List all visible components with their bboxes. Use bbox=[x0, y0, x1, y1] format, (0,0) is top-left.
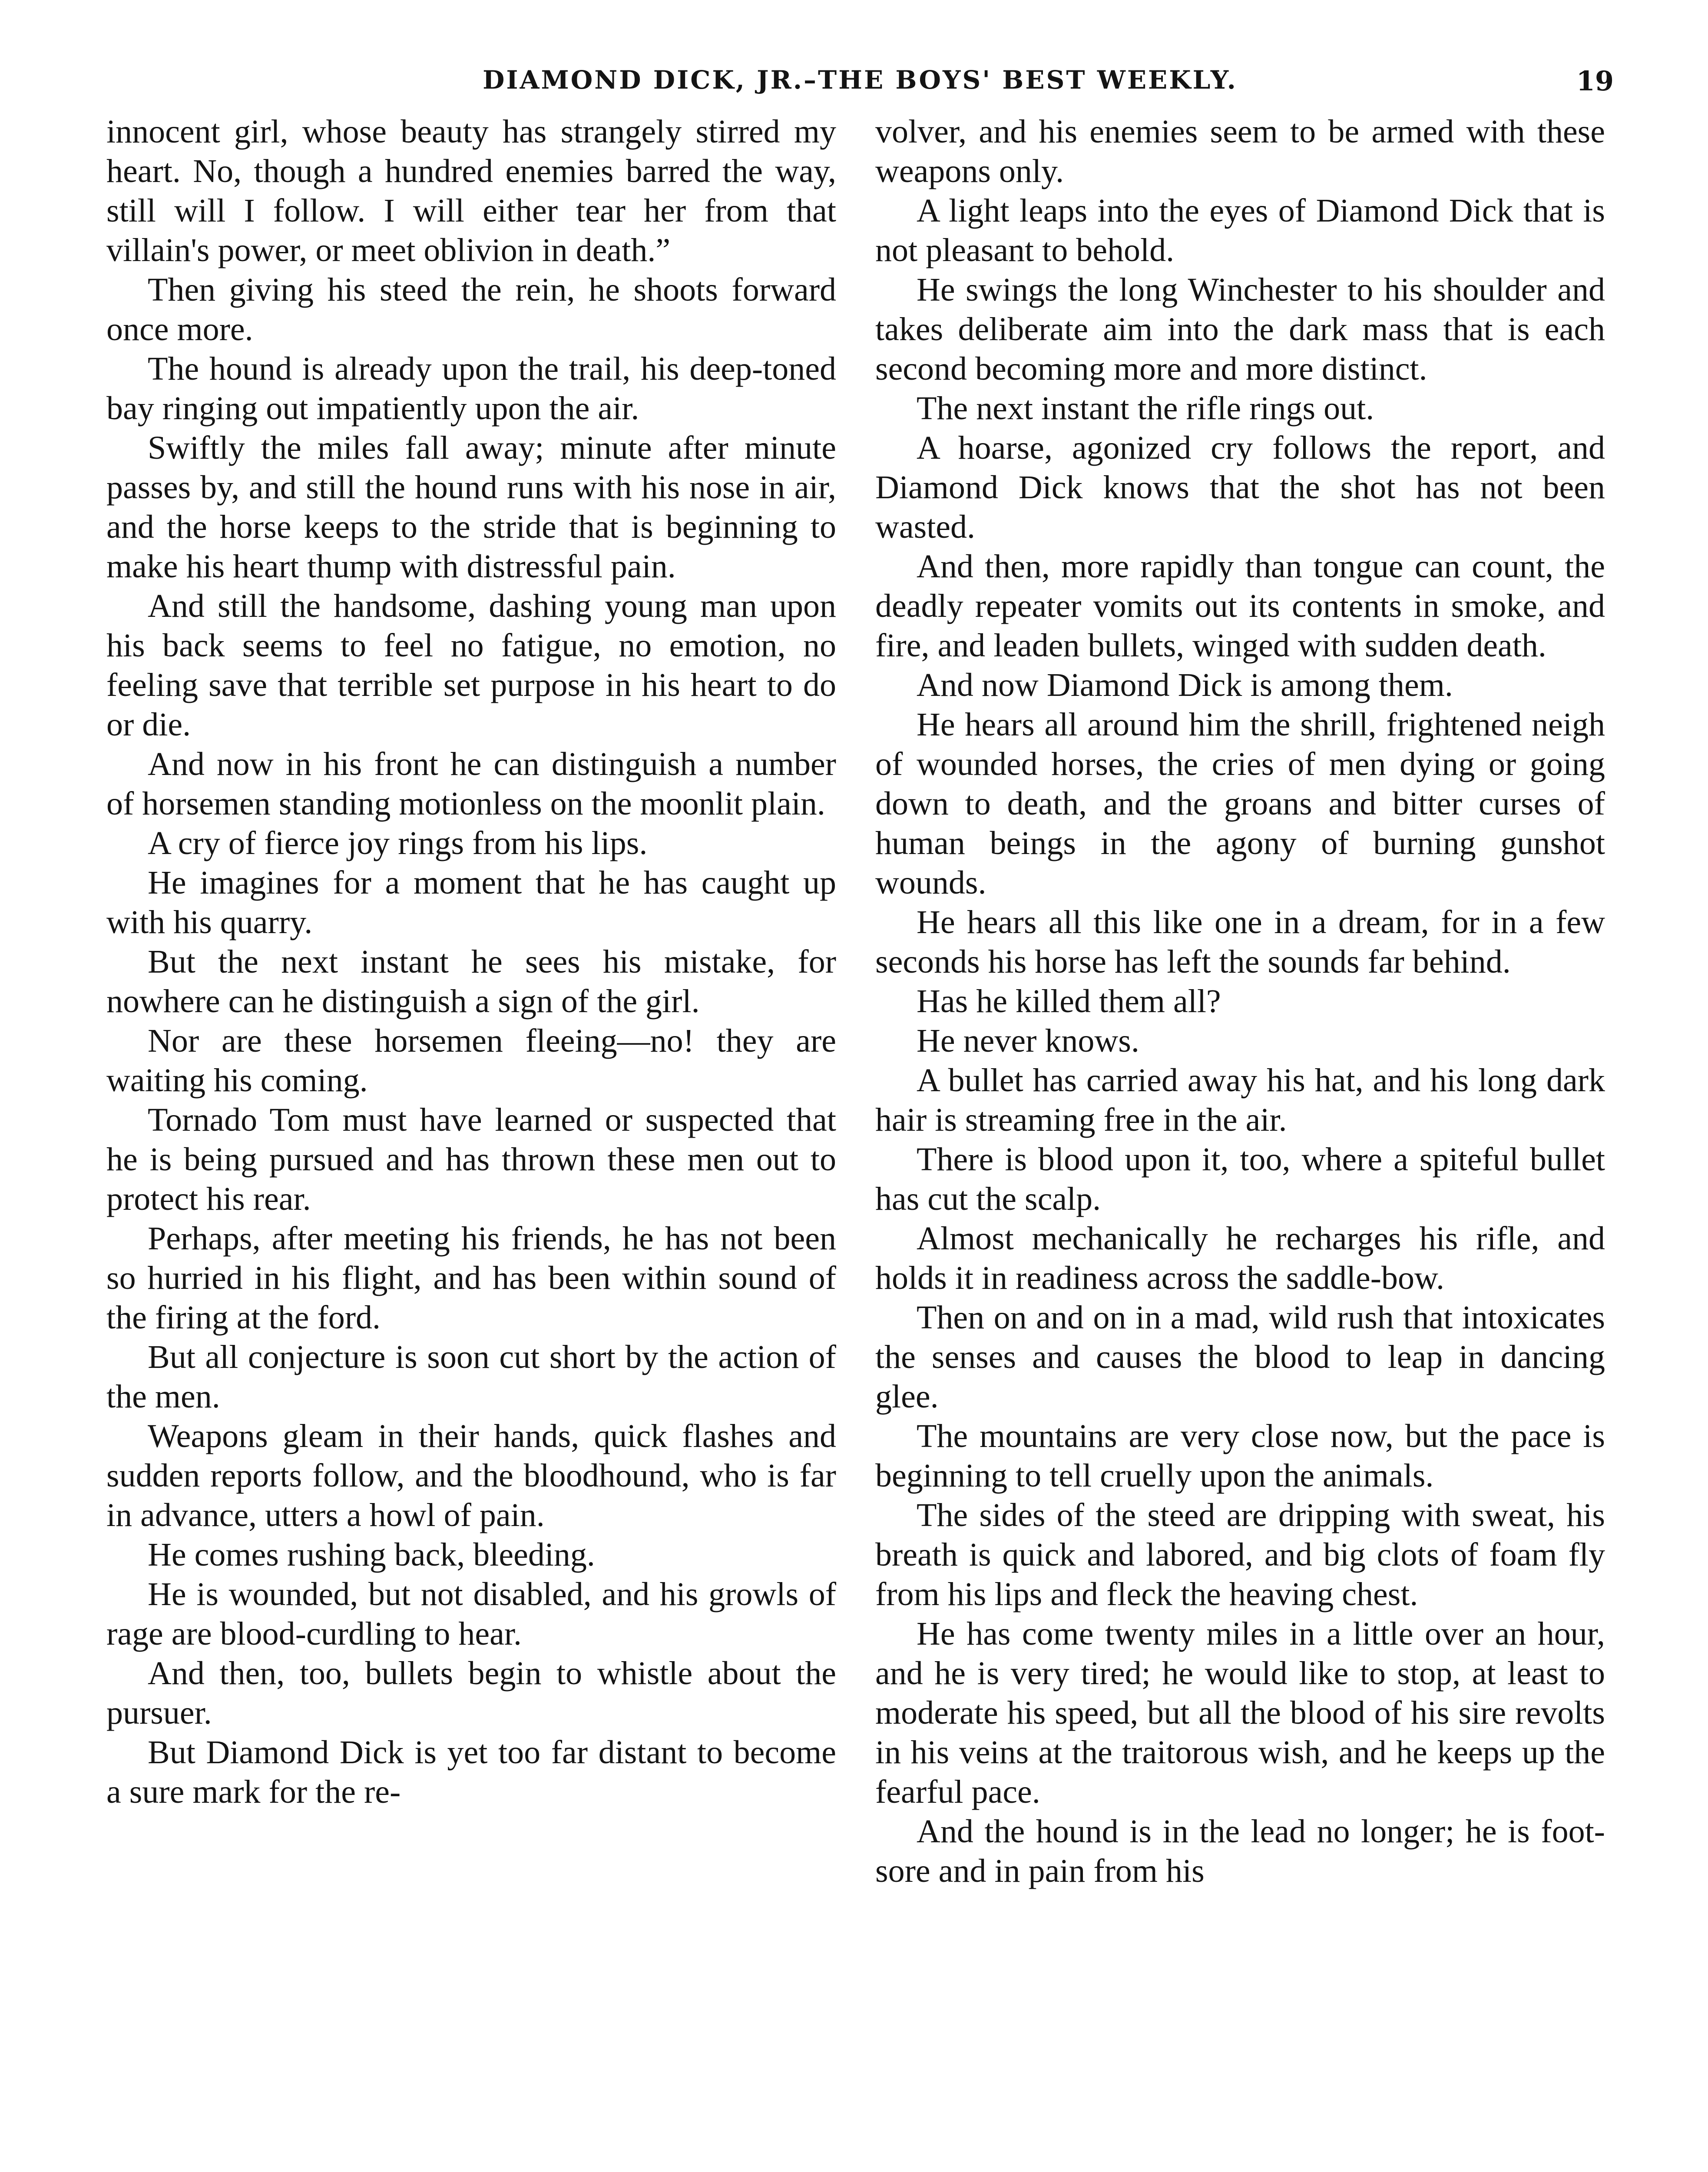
paragraph: A cry of fierce joy rings from his lips. bbox=[148, 825, 648, 861]
paragraph: And still the handsome, dashing young man upon his back seems to feel no fatigue, no emotion, no feeling save that terrible set purpose in his heart to do or die. bbox=[106, 588, 836, 743]
paragraph: He comes rushing back, bleeding. bbox=[148, 1536, 595, 1573]
paragraph: Then giving his steed the rein, he shoots forward once more. bbox=[106, 272, 836, 348]
paragraph: He never knows. bbox=[917, 1023, 1139, 1059]
paragraph: Nor are these horsemen fleeing—no! they are waiting his coming. bbox=[106, 1023, 836, 1099]
paragraph: And now Diamond Dick is among them. bbox=[917, 667, 1453, 703]
paragraph: Has he killed them all? bbox=[917, 983, 1221, 1020]
paragraph: Perhaps, after meeting his friends, he has not been so hurried in his flight, and has been within sound of the firing at the ford. bbox=[106, 1220, 836, 1336]
paragraph: Then on and on in a mad, wild rush that intoxicates the senses and causes the blood to leap in dancing glee. bbox=[875, 1299, 1605, 1415]
paragraph: The sides of the steed are dripping with sweat, his breath is quick and labored, and big clots of foam fly from his lips and fleck the heaving chest. bbox=[875, 1497, 1605, 1612]
paragraph: Tornado Tom must have learned or suspected that he is being pursued and has thrown these men out to protect his rear. bbox=[106, 1102, 836, 1217]
paragraph: He imagines for a moment that he has caught up with his quarry. bbox=[106, 864, 836, 940]
paragraph: There is blood upon it, too, where a spiteful bullet has cut the scalp. bbox=[875, 1141, 1605, 1217]
paragraph: volver, and his enemies seem to be armed with these weapons only. bbox=[875, 113, 1605, 189]
paragraph: innocent girl, whose beauty has strangely stirred my heart. No, though a hundred enemies barred the way, still will I follow. I will either tear her from that villain's power, or meet oblivion in death.” bbox=[106, 113, 836, 268]
paragraph: Swiftly the miles fall away; minute after minute passes by, and still the hound runs with his nose in air, and the horse keeps to the stride that is beginning to make his heart thump with distressful pain. bbox=[106, 430, 836, 585]
paragraph: The mountains are very close now, but the pace is beginning to tell cruelly upon the animals. bbox=[875, 1418, 1605, 1494]
paragraph: A light leaps into the eyes of Diamond Dick that is not pleasant to behold. bbox=[875, 192, 1605, 268]
paragraph: He hears all this like one in a dream, for in a few seconds his horse has left the sounds far behind. bbox=[875, 904, 1605, 980]
paragraph: Almost mechanically he recharges his rifle, and holds it in readiness across the saddle-bow. bbox=[875, 1220, 1605, 1296]
page-number: 19 bbox=[1576, 65, 1614, 97]
paragraph: The next instant the rifle rings out. bbox=[917, 390, 1374, 427]
right-column bbox=[875, 112, 1605, 2172]
paragraph: He hears all around him the shrill, frightened neigh of wounded horses, the cries of men dying or going down to death, and the groans and bitter curses of human beings in the agony of burning gunshot wounds. bbox=[875, 706, 1605, 901]
paragraph: And then, too, bullets begin to whistle about the pursuer. bbox=[106, 1655, 836, 1731]
paragraph: But all conjecture is soon cut short by the action of the men. bbox=[106, 1339, 836, 1415]
paragraph: The hound is already upon the trail, his deep-toned bay ringing out impatiently upon the air. bbox=[106, 351, 836, 427]
paragraph: A bullet has carried away his hat, and his long dark hair is streaming free in the air. bbox=[875, 1062, 1605, 1138]
paragraph: But Diamond Dick is yet too far distant to become a sure mark for the re- bbox=[106, 1734, 836, 1810]
page-header bbox=[106, 65, 1614, 117]
left-column bbox=[106, 112, 836, 2172]
paragraph: But the next instant he sees his mistake, for nowhere can he distinguish a sign of the girl. bbox=[106, 944, 836, 1020]
running-title: DIAMOND DICK, JR.–THE BOYS' BEST WEEKLY. bbox=[483, 65, 1238, 95]
paragraph: And now in his front he can distinguish a number of horsemen standing motionless on the moonlit plain. bbox=[106, 746, 836, 822]
paragraph: He is wounded, but not disabled, and his growls of rage are blood-curdling to hear. bbox=[106, 1576, 836, 1652]
paragraph: And then, more rapidly than tongue can count, the deadly repeater vomits out its contents in smoke, and fire, and leaden bullets, winged with sudden death. bbox=[875, 548, 1605, 664]
paragraph: And the hound is in the lead no longer; he is foot-sore and in pain from his bbox=[875, 1813, 1605, 1889]
paragraph: He swings the long Winchester to his shoulder and takes deliberate aim into the dark mass that is each second becoming more and more distinct. bbox=[875, 272, 1605, 387]
paragraph: He has come twenty miles in a little over an hour, and he is very tired; he would like to stop, at least to moderate his speed, but all the blood of his sire revolts in his veins at the traitorous wish, and he keeps up the fearful pace. bbox=[875, 1616, 1605, 1810]
paragraph: A hoarse, agonized cry follows the report, and Diamond Dick knows that the shot has not been wasted. bbox=[875, 430, 1605, 545]
paragraph: Weapons gleam in their hands, quick flashes and sudden reports follow, and the bloodhound, who is far in advance, utters a howl of pain. bbox=[106, 1418, 836, 1533]
